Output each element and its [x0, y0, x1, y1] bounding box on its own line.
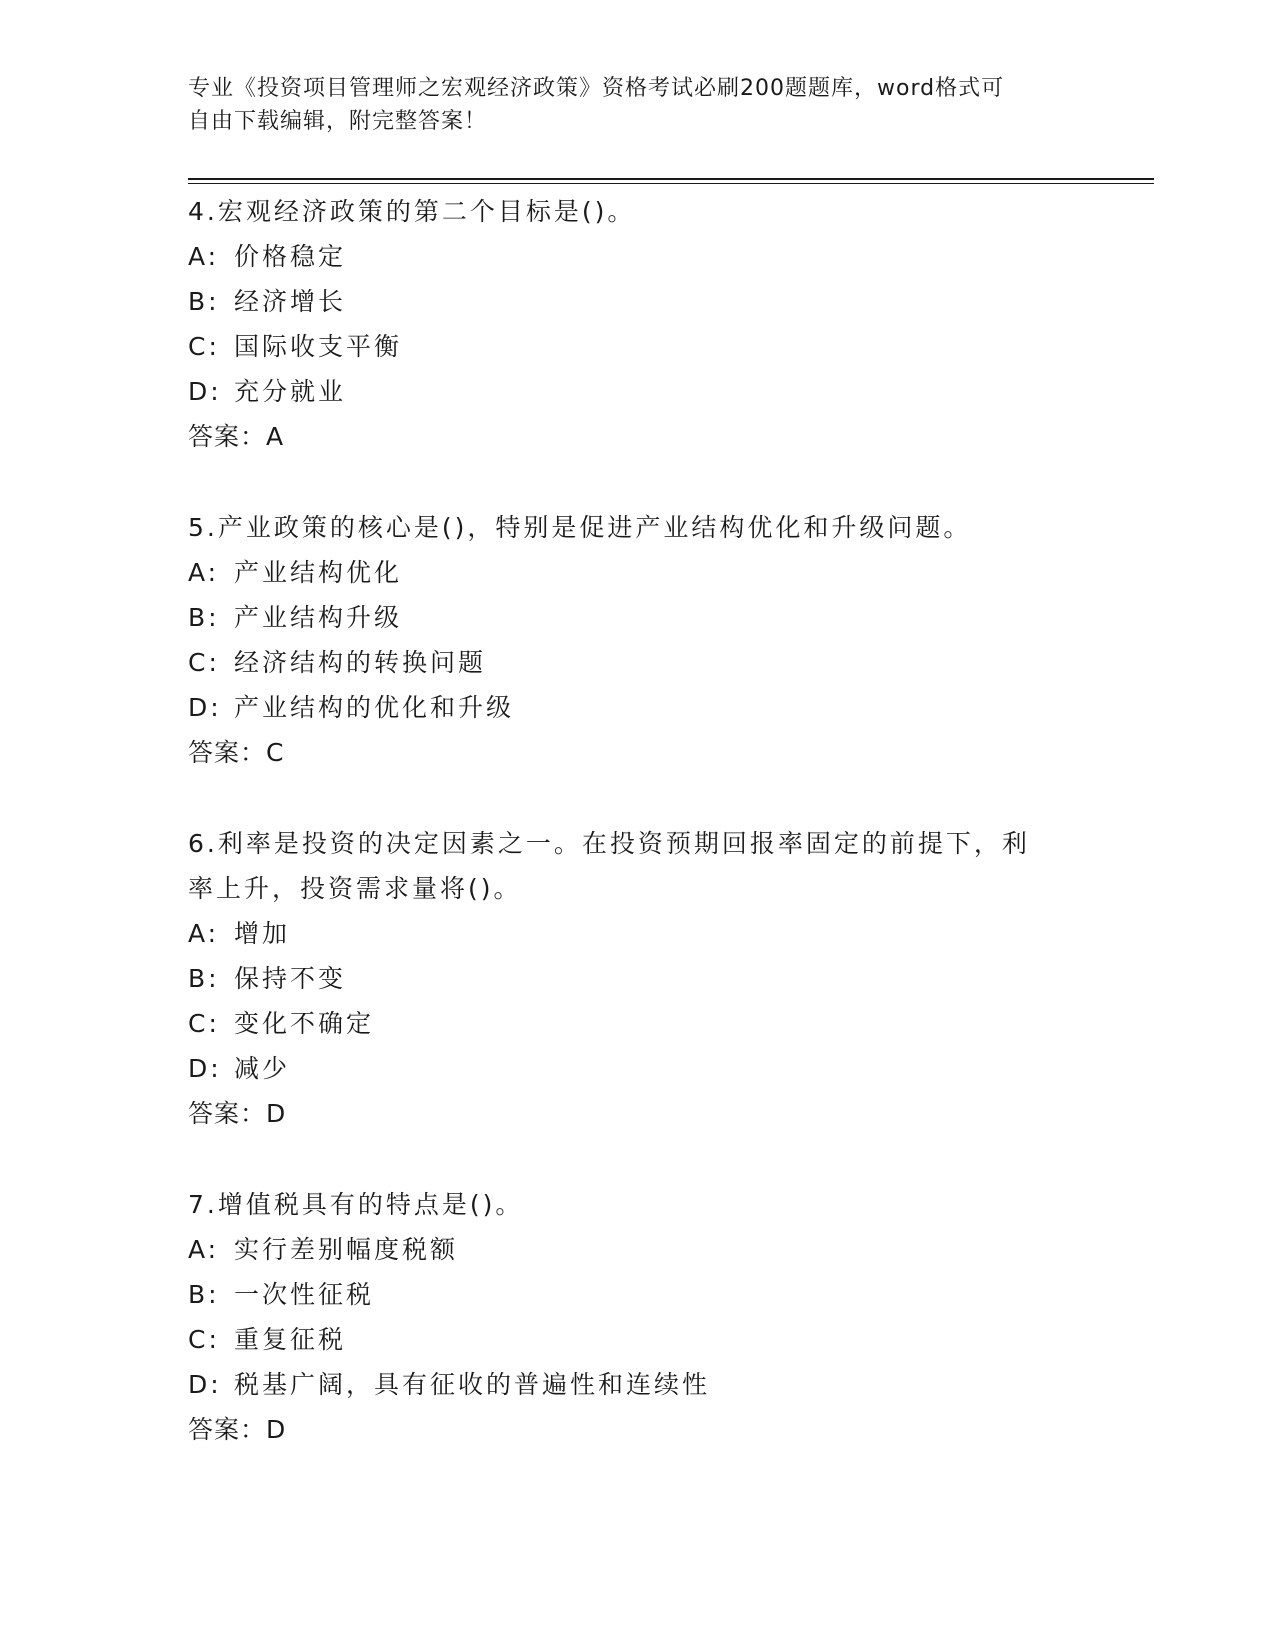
option-b — [188, 279, 1088, 324]
option-d — [188, 1362, 1088, 1407]
option-c — [188, 640, 1088, 685]
option-text: 实行差别幅度税额 — [234, 1235, 459, 1264]
option-text: 重复征税 — [234, 1325, 347, 1354]
option-key: C: — [188, 1009, 220, 1038]
header-line-2: 自由下载编辑，附完整答案！ — [188, 109, 488, 134]
question-5 — [188, 505, 1088, 775]
option-key: A: — [188, 558, 220, 587]
option-text: 变化不确定 — [234, 1009, 375, 1038]
question-stem-line: 率上升，投资需求量将()。 — [188, 874, 522, 903]
header-divider — [188, 178, 1154, 184]
option-list — [188, 234, 1088, 414]
question-6 — [188, 821, 1088, 1136]
option-key: D: — [188, 377, 222, 406]
option-list — [188, 911, 1088, 1091]
option-a — [188, 234, 1088, 279]
question-4 — [188, 189, 1088, 459]
option-key: C: — [188, 332, 220, 361]
option-key: A: — [188, 1235, 220, 1264]
option-text: 经济增长 — [234, 287, 347, 316]
answer-line: 答案：C — [188, 738, 285, 767]
option-c — [188, 324, 1088, 369]
option-b — [188, 1272, 1088, 1317]
header-line-1: 专业《投资项目管理师之宏观经济政策》资格考试必刷200题题库，word格式可 — [188, 76, 1005, 101]
question-stem-line: 5.产业政策的核心是()，特别是促进产业结构优化和升级问题。 — [188, 513, 972, 542]
option-text: 产业结构升级 — [234, 603, 403, 632]
option-key: C: — [188, 1325, 220, 1354]
question-stem — [188, 1182, 1088, 1227]
option-key: C: — [188, 648, 220, 677]
option-text: 一次性征税 — [234, 1280, 375, 1309]
option-text: 保持不变 — [234, 964, 347, 993]
option-key: D: — [188, 693, 222, 722]
option-c — [188, 1001, 1088, 1046]
document-header — [188, 72, 1088, 138]
option-text: 经济结构的转换问题 — [234, 648, 487, 677]
option-text: 产业结构的优化和升级 — [234, 693, 515, 722]
option-key: B: — [188, 1280, 220, 1309]
option-d — [188, 685, 1088, 730]
answer-line: 答案：A — [188, 422, 285, 451]
option-b — [188, 956, 1088, 1001]
option-text: 税基广阔，具有征收的普遍性和连续性 — [234, 1370, 711, 1399]
question-stem-line: 6.利率是投资的决定因素之一。在投资预期回报率固定的前提下，利 — [188, 829, 1030, 858]
option-text: 价格稳定 — [234, 242, 347, 271]
option-d — [188, 1046, 1088, 1091]
question-stem-line: 7.增值税具有的特点是()。 — [188, 1190, 524, 1219]
answer-line: 答案：D — [188, 1099, 287, 1128]
option-text: 国际收支平衡 — [234, 332, 403, 361]
option-d — [188, 369, 1088, 414]
option-a — [188, 1227, 1088, 1272]
option-text: 产业结构优化 — [234, 558, 403, 587]
option-key: A: — [188, 919, 220, 948]
option-key: B: — [188, 287, 220, 316]
option-key: B: — [188, 603, 220, 632]
question-stem-line: 4.宏观经济政策的第二个目标是()。 — [188, 197, 636, 226]
option-text: 减少 — [234, 1054, 291, 1083]
question-stem — [188, 821, 1088, 911]
option-text: 充分就业 — [234, 377, 347, 406]
option-a — [188, 550, 1088, 595]
option-c — [188, 1317, 1088, 1362]
option-list — [188, 1227, 1088, 1407]
answer-line: 答案：D — [188, 1415, 287, 1444]
option-key: B: — [188, 964, 220, 993]
option-b — [188, 595, 1088, 640]
question-stem — [188, 505, 1088, 550]
option-key: A: — [188, 242, 220, 271]
option-key: D: — [188, 1054, 222, 1083]
option-list — [188, 550, 1088, 730]
question-list — [188, 189, 1088, 1452]
question-stem — [188, 189, 1088, 234]
option-text: 增加 — [234, 919, 291, 948]
option-key: D: — [188, 1370, 222, 1399]
question-7 — [188, 1182, 1088, 1452]
option-a — [188, 911, 1088, 956]
